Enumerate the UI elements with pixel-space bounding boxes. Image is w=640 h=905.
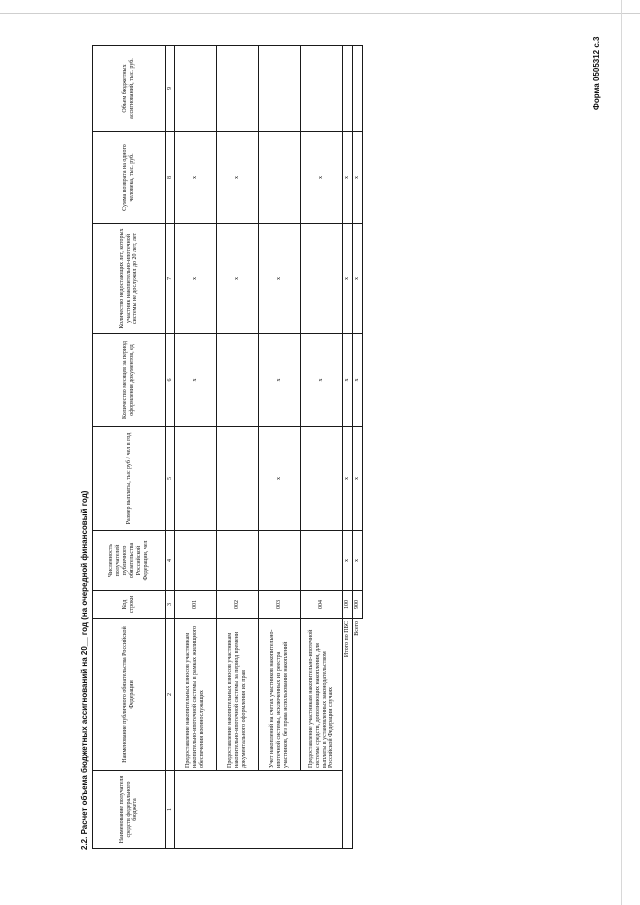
total-row-all <box>353 46 363 849</box>
header-recipient: Наименование получателя средств федерального бюджета <box>93 771 166 849</box>
cell-payment-size: x <box>353 427 363 531</box>
cell-budget-volume <box>343 46 353 132</box>
column-number: 6 <box>166 334 175 427</box>
column-number: 4 <box>166 531 175 591</box>
cell-recipients-count <box>175 531 217 591</box>
cell-budget-volume <box>217 46 259 132</box>
cell-missing-years: x <box>343 224 353 334</box>
cell-months-count: x <box>175 334 217 427</box>
table-row <box>175 46 217 849</box>
total-label: Итого по ПБС <box>343 619 353 849</box>
recipient-cell <box>217 771 259 849</box>
cell-missing-years <box>301 224 343 334</box>
header-refund-amount: Сумма возврата на одного человека, тыс. руб. <box>93 132 166 224</box>
total-label: Всего <box>354 621 361 636</box>
cell-budget-volume <box>175 46 217 132</box>
line-code: 003 <box>259 591 301 619</box>
table-row <box>301 46 343 849</box>
header-obligation: Наименование публичного обязательства Российской Федерации <box>93 619 166 771</box>
cell-refund-amount: x <box>343 132 353 224</box>
header-row <box>93 46 166 849</box>
cell-recipients-count: x <box>343 531 353 591</box>
cell-payment-size <box>217 427 259 531</box>
obligation-name: Учет накоплений на счетах участников накопительно-ипотечной системы, исключенных из реестра участников, без права использования накоплений <box>259 619 301 771</box>
cell-budget-volume <box>259 46 301 132</box>
header-recipients-count: Численность получателей публичного обязательства Российской Федерации, чел <box>93 531 166 591</box>
line-code: 100 <box>343 591 353 619</box>
column-number: 7 <box>166 224 175 334</box>
cell-months-count: x <box>353 334 363 427</box>
header-line-code: Код строки <box>93 591 166 619</box>
cell-refund-amount: x <box>353 132 363 224</box>
cell-payment-size <box>175 427 217 531</box>
obligation-name: Предоставление накопительных взносов участникам накопительно-ипотечной системы за период времени документального оформления их прав <box>217 619 259 771</box>
cell-refund-amount <box>259 132 301 224</box>
column-number: 8 <box>166 132 175 224</box>
column-number: 2 <box>166 619 175 771</box>
recipient-cell <box>259 771 301 849</box>
header-budget-volume: Объем бюджетных ассигнований, тыс. руб. <box>93 46 166 132</box>
cell-refund-amount: x <box>175 132 217 224</box>
column-number: 9 <box>166 46 175 132</box>
column-number: 1 <box>166 771 175 849</box>
cell-budget-volume <box>353 46 363 132</box>
budget-allocation-table <box>92 45 363 849</box>
cell-refund-amount: x <box>217 132 259 224</box>
line-code: 004 <box>301 591 343 619</box>
cell-missing-years: x <box>175 224 217 334</box>
cell-payment-size <box>301 427 343 531</box>
recipient-cell <box>175 771 217 849</box>
cell-months-count <box>217 334 259 427</box>
column-number-row <box>166 46 175 849</box>
column-number: 3 <box>166 591 175 619</box>
table-row <box>217 46 259 849</box>
header-payment-size: Размер выплаты, тыс руб / чел в год <box>93 427 166 531</box>
cell-months-count: x <box>301 334 343 427</box>
header-months-count: Количество месяцев за период оформления документов, ед <box>93 334 166 427</box>
section-title: 2.2. Расчет объема бюджетных ассигнований на 20__ год (на очередной финансовый год) <box>80 490 89 850</box>
cell-recipients-count: x <box>353 531 363 591</box>
cell-missing-years: x <box>353 224 363 334</box>
cell-refund-amount: x <box>301 132 343 224</box>
cell-recipients-count <box>301 531 343 591</box>
cell-recipients-count <box>259 531 301 591</box>
cell-payment-size: x <box>259 427 301 531</box>
table-row <box>259 46 301 849</box>
line-code: 900 <box>353 591 363 619</box>
form-code: Форма 0505312 с.3 <box>592 36 601 110</box>
cell-months-count: x <box>343 334 353 427</box>
line-code: 002 <box>217 591 259 619</box>
cell-recipients-count <box>217 531 259 591</box>
line-code: 001 <box>175 591 217 619</box>
total-row-pbs <box>343 46 353 849</box>
obligation-name: Предоставление участникам накопительно-ипотечной системы средств, дополняющих накопления, для выплаты в установленных законодательством Российской Федерации случаях <box>301 619 343 771</box>
obligation-name: Предоставление накопительных взносов участникам накопительно-ипотечной системы в рамках жилищного обеспечения военнослужащих <box>175 619 217 771</box>
cell-missing-years: x <box>217 224 259 334</box>
recipient-cell <box>301 771 343 849</box>
cell-months-count: x <box>259 334 301 427</box>
cell-payment-size: x <box>343 427 353 531</box>
cell-budget-volume <box>301 46 343 132</box>
header-missing-years: Количество недостающих лет, которых участник накопительно-ипотечной системы не дослужил до 20 лет, лет <box>93 224 166 334</box>
cell-missing-years: x <box>259 224 301 334</box>
column-number: 5 <box>166 427 175 531</box>
